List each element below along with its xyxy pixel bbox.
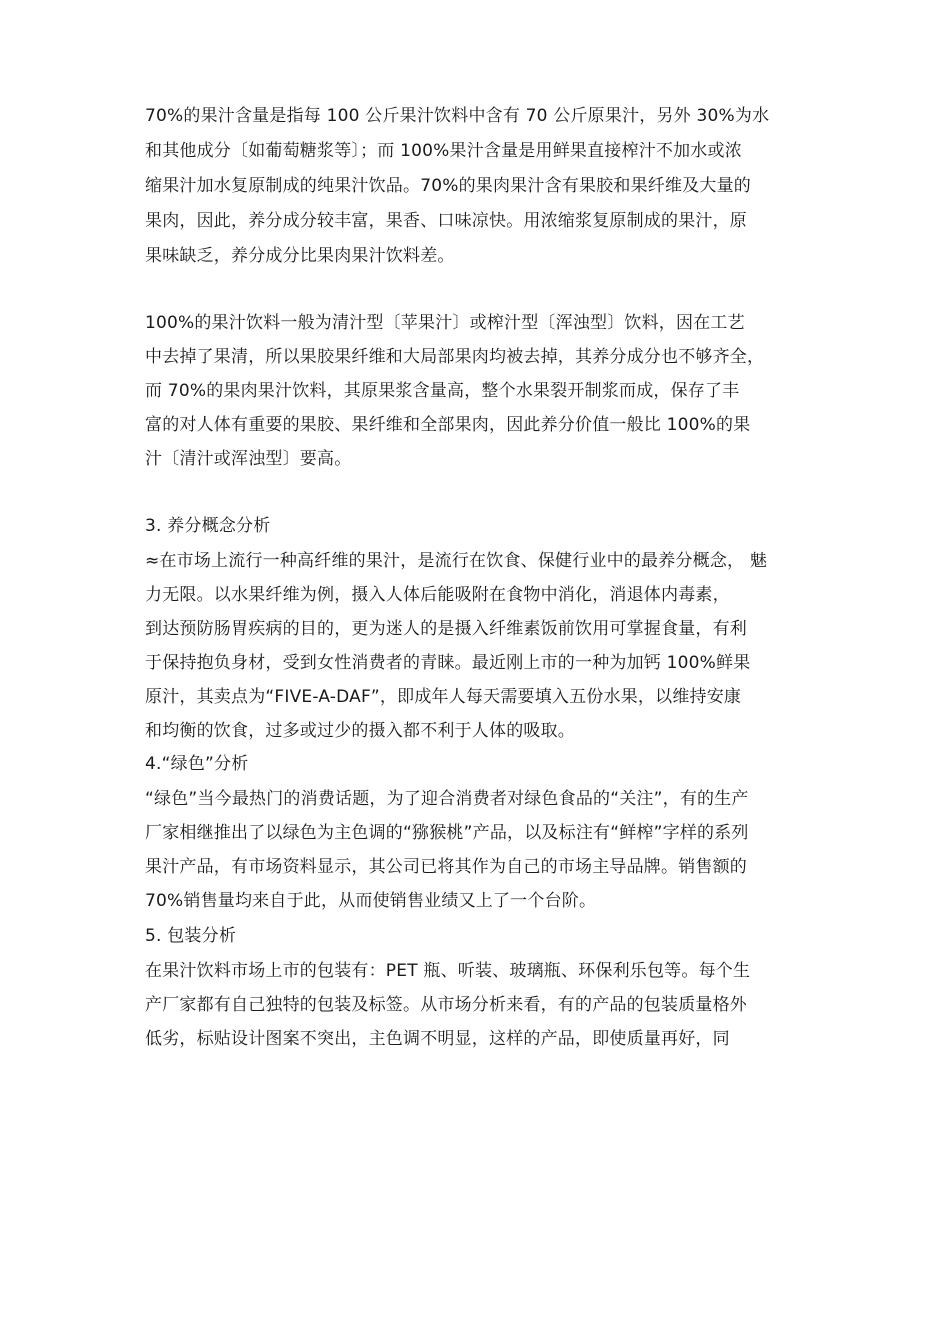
section-3-heading: 3. 养分概念分析 — [145, 516, 271, 536]
section-4-line-4: 70%销售量均来自于此，从而使销售业绩又上了一个台阶。 — [145, 891, 597, 911]
section-5-line-1: 在果汁饮料市场上市的包装有：PET 瓶、听装、玻璃瓶、环保利乐包等。每个生 — [145, 961, 751, 981]
paragraph-1-line-2: 和其他成分〔如葡萄糖浆等〕；而 100%果汁含量是用鲜果直接榨汁不加水或浓 — [145, 141, 742, 161]
section-3-line-3: 到达预防肠胃疾病的目的，更为迷人的是摄入纤维素饭前饮用可掌握食量，有利 — [145, 619, 747, 639]
paragraph-1-line-5: 果味缺乏，养分成分比果肉果汁饮料差。 — [145, 246, 455, 266]
paragraph-1-line-3: 缩果汁加水复原制成的纯果汁饮品。70%的果肉果汁含有果胶和果纤维及大量的 — [145, 176, 751, 196]
section-3-line-1: ≈在市场上流行一种高纤维的果汁，是流行在饮食、保健行业中的最养分概念， 魅 — [145, 551, 768, 571]
section-5-line-3: 低劣，标贴设计图案不突出，主色调不明显，这样的产品，即使质量再好，同 — [145, 1029, 730, 1049]
section-4-heading: 4.“绿色”分析 — [145, 754, 249, 774]
paragraph-2-line-1: 100%的果汁饮料一般为清汁型〔苹果汁〕或榨汁型〔浑浊型〕饮料，因在工艺 — [145, 313, 745, 333]
paragraph-2-line-2: 中去掉了果清，所以果胶果纤维和大局部果肉均被去掉，其养分成分也不够齐全， — [145, 347, 765, 367]
section-3-line-6: 和均衡的饮食，过多或过少的摄入都不利于人体的吸取。 — [145, 721, 575, 741]
section-5-line-2: 产厂家都有自己独特的包装及标签。从市场分析来看，有的产品的包装质量格外 — [145, 995, 747, 1015]
paragraph-2-line-5: 汁〔清汁或浑浊型〕要高。 — [145, 449, 352, 469]
section-3-line-2: 力无限。以水果纤维为例，摄入人体后能吸附在食物中消化，消退体内毒素， — [145, 585, 730, 605]
section-4-line-3: 果汁产品，有市场资料显示，其公司已将其作为自己的市场主导品牌。销售额的 — [145, 857, 747, 877]
section-4-line-1: “绿色”当今最热门的消费话题，为了迎合消费者对绿色食品的“关注”，有的生产 — [145, 789, 749, 809]
paragraph-2-line-3: 而 70%的果肉果汁饮料，其原果浆含量高，整个水果裂开制浆而成，保存了丰 — [145, 381, 740, 401]
section-4-line-2: 厂家相继推出了以绿色为主色调的“猕猴桃”产品，以及标注有“鲜榨”字样的系列 — [145, 823, 749, 843]
section-3-line-4: 于保持抱负身材，受到女性消费者的青睐。最近刚上市的一种为加钙 100%鲜果 — [145, 653, 751, 673]
section-5-heading: 5. 包装分析 — [145, 926, 237, 946]
paragraph-1-line-4: 果肉，因此，养分成分较丰富，果香、口味凉快。用浓缩浆复原制成的果汁，原 — [145, 211, 747, 231]
paragraph-2-line-4: 富的对人体有重要的果胶、果纤维和全部果肉，因此养分价值一般比 100%的果 — [145, 415, 751, 435]
section-3-line-5: 原汁，其卖点为“FIVE-A-DAF”，即成年人每天需要填入五份水果，以维持安康 — [145, 687, 742, 707]
paragraph-1-line-1: 70%的果汁含量是指每 100 公斤果汁饮料中含有 70 公斤原果汁，另外 30%为水 — [145, 106, 770, 126]
